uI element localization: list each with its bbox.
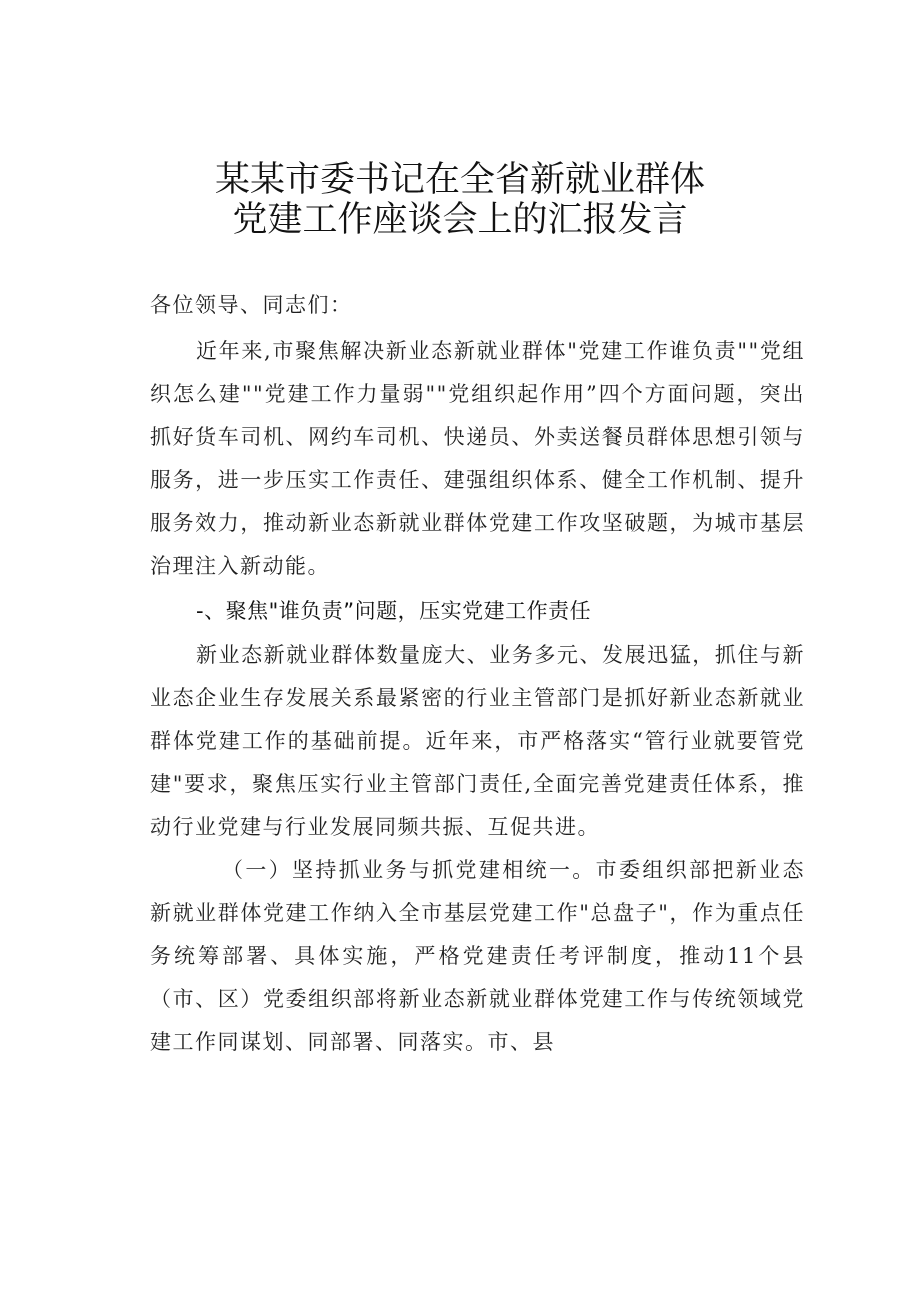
document-title-line-1: 某某市委书记在全省新就业群体 (214, 160, 705, 200)
paragraph-section-1: 新业态新就业群体数量庞大、业务多元、发展迅猛，抓住与新业态企业生存发展关系最紧密的行业主管部门是抓好新业态新就业群体党建工作的基础前提。近年来，市严格落实“管行业就要管党建"要求，聚焦压实行业主管部门责任,全面完善党建责任体系，推动行业党建与行业发展同频共振、互促共进。 (150, 643, 805, 839)
document-title-line-2: 党建工作座谈会上的汇报发言 (232, 200, 688, 240)
section-heading-1: -、聚焦"谁负责”问题，压实党建工作责任 (196, 599, 592, 623)
paragraph-subsection-1: （一）坚持抓业务与抓党建相统一。市委组织部把新业态新就业群体党建工作纳入全市基层党建工作"总盘子"，作为重点任务统筹部署、具体实施，严格党建责任考评制度，推动11个县（市、区）党委组织部将新业态新就业群体党建工作与传统领域党建工作同谋划、同部署、同落实。市、县 (150, 858, 805, 1054)
paragraph-intro: 近年来,市聚焦解决新业态新就业群体"党建工作谁负责""党组织怎么建""党建工作力量弱""党组织起作用”四个方面问题，突出抓好货车司机、网约车司机、快递员、外卖送餐员群体思想引领与服务，进一步压实工作责任、建强组织体系、健全工作机制、提升服务效力，推动新业态新就业群体党建工作攻坚破题，为城市基层治理注入新动能。 (150, 339, 805, 578)
greeting: 各位领导、同志们： (150, 293, 353, 317)
